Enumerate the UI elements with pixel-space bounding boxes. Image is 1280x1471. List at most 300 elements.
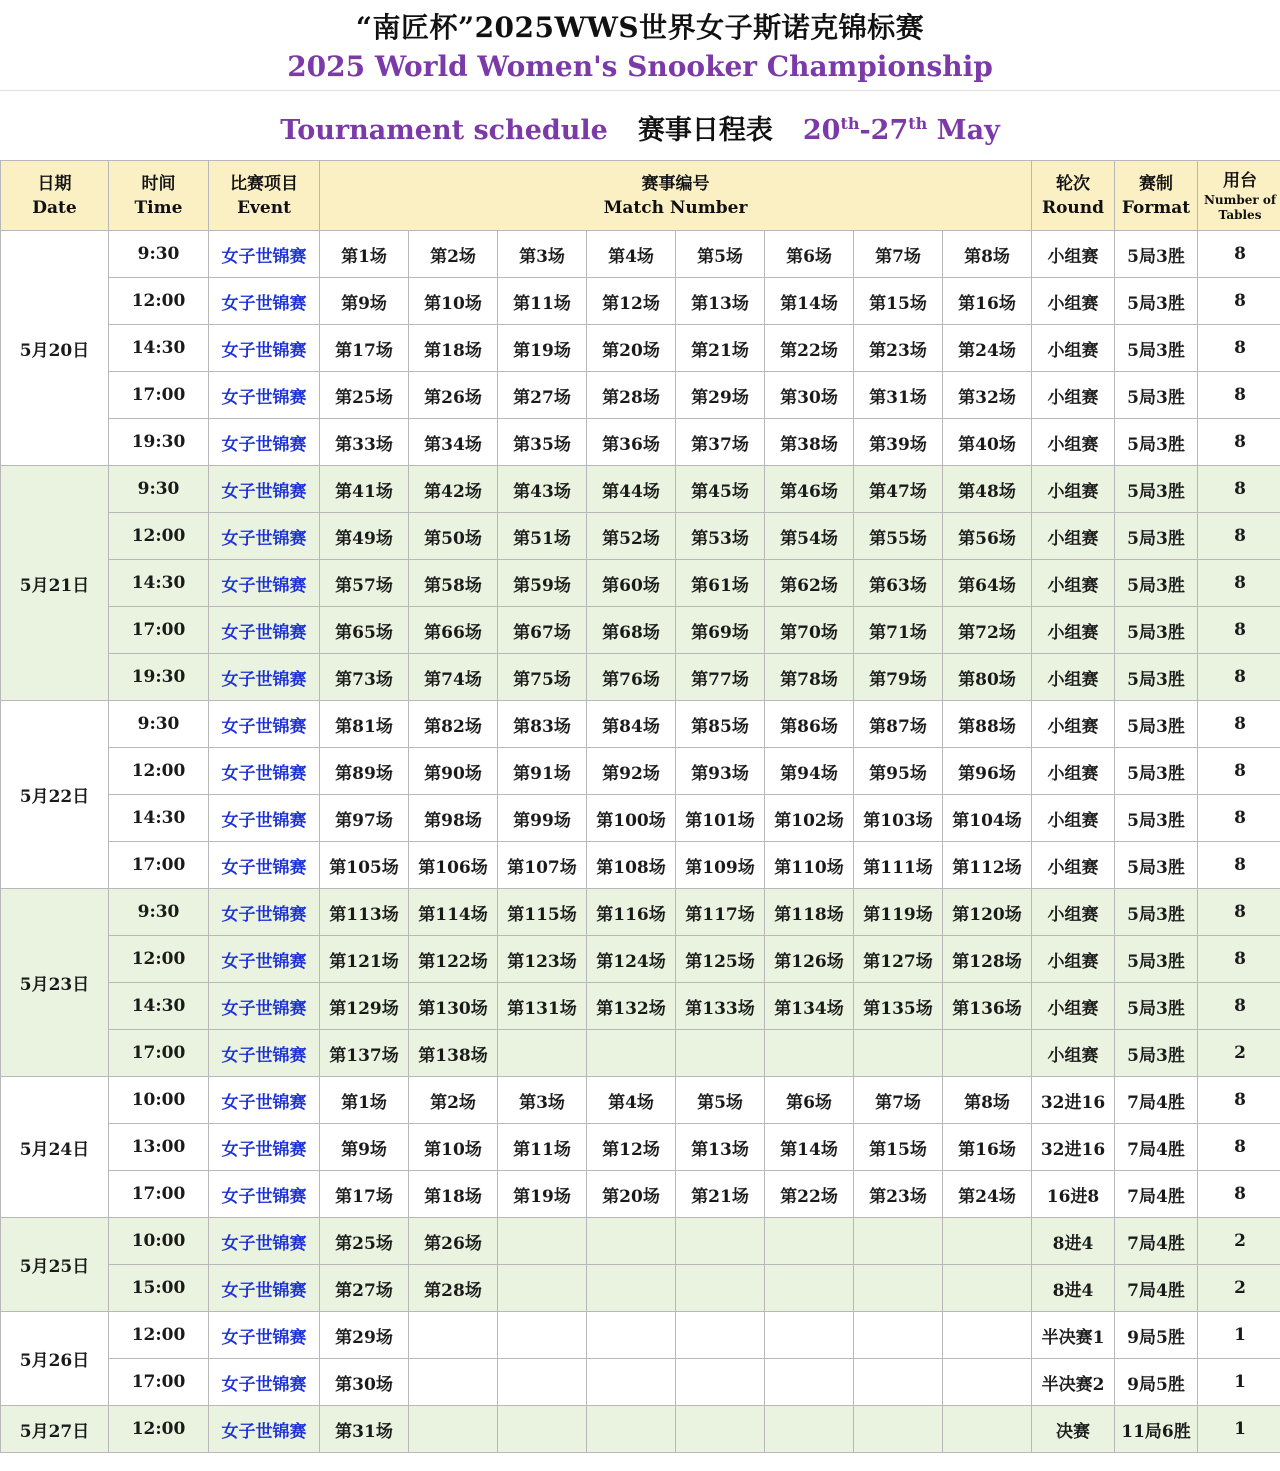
date-cell: 5月25日 xyxy=(1,1218,109,1312)
table-row xyxy=(1,1218,1280,1265)
match-cell: 第122场 xyxy=(409,936,498,983)
match-cell: 第29场 xyxy=(676,372,765,419)
match-cell: 第31场 xyxy=(320,1406,409,1453)
round-cell: 小组赛 xyxy=(1032,983,1115,1030)
match-cell xyxy=(765,1312,854,1359)
match-cell: 第16场 xyxy=(943,278,1032,325)
match-cell: 第116场 xyxy=(587,889,676,936)
format-cell: 5局3胜 xyxy=(1115,513,1198,560)
time-cell: 9:30 xyxy=(109,889,209,936)
match-cell: 第24场 xyxy=(943,1171,1032,1218)
match-cell: 第24场 xyxy=(943,325,1032,372)
match-cell: 第138场 xyxy=(409,1030,498,1077)
match-cell: 第88场 xyxy=(943,701,1032,748)
format-cell: 5局3胜 xyxy=(1115,795,1198,842)
time-cell: 19:30 xyxy=(109,419,209,466)
match-cell: 第73场 xyxy=(320,654,409,701)
match-cell: 第26场 xyxy=(409,1218,498,1265)
match-cell: 第26场 xyxy=(409,372,498,419)
table-header-row xyxy=(1,161,1280,231)
round-cell: 小组赛 xyxy=(1032,231,1115,278)
round-cell: 小组赛 xyxy=(1032,936,1115,983)
match-cell: 第65场 xyxy=(320,607,409,654)
format-cell: 7局4胜 xyxy=(1115,1265,1198,1312)
event-cell: 女子世锦赛 xyxy=(209,795,320,842)
match-cell: 第79场 xyxy=(854,654,943,701)
format-cell: 9局5胜 xyxy=(1115,1359,1198,1406)
tables-cell: 8 xyxy=(1198,466,1280,513)
format-cell: 7局4胜 xyxy=(1115,1171,1198,1218)
match-cell: 第66场 xyxy=(409,607,498,654)
table-row xyxy=(1,748,1280,795)
format-cell: 5局3胜 xyxy=(1115,560,1198,607)
date-range xyxy=(803,115,1000,146)
match-cell: 第136场 xyxy=(943,983,1032,1030)
tables-cell: 8 xyxy=(1198,231,1280,278)
tables-cell: 8 xyxy=(1198,701,1280,748)
match-cell: 第5场 xyxy=(676,231,765,278)
match-cell: 第81场 xyxy=(320,701,409,748)
match-cell: 第119场 xyxy=(854,889,943,936)
format-cell: 5局3胜 xyxy=(1115,419,1198,466)
table-row xyxy=(1,372,1280,419)
match-cell: 第123场 xyxy=(498,936,587,983)
match-cell: 第35场 xyxy=(498,419,587,466)
round-cell: 小组赛 xyxy=(1032,654,1115,701)
format-cell: 5局3胜 xyxy=(1115,372,1198,419)
round-cell: 32进16 xyxy=(1032,1124,1115,1171)
match-cell: 第99场 xyxy=(498,795,587,842)
match-cell: 第82场 xyxy=(409,701,498,748)
event-cell: 女子世锦赛 xyxy=(209,466,320,513)
round-cell: 小组赛 xyxy=(1032,701,1115,748)
format-cell: 5局3胜 xyxy=(1115,701,1198,748)
schedule-body xyxy=(1,231,1280,1453)
match-cell: 第45场 xyxy=(676,466,765,513)
match-cell: 第20场 xyxy=(587,1171,676,1218)
match-cell: 第105场 xyxy=(320,842,409,889)
match-cell xyxy=(498,1359,587,1406)
match-cell: 第28场 xyxy=(587,372,676,419)
tables-cell: 1 xyxy=(1198,1406,1280,1453)
tables-cell: 8 xyxy=(1198,936,1280,983)
date-cell: 5月23日 xyxy=(1,889,109,1077)
match-cell: 第89场 xyxy=(320,748,409,795)
match-cell: 第15场 xyxy=(854,278,943,325)
round-cell: 小组赛 xyxy=(1032,372,1115,419)
tables-cell: 8 xyxy=(1198,560,1280,607)
match-cell: 第29场 xyxy=(320,1312,409,1359)
match-cell: 第137场 xyxy=(320,1030,409,1077)
match-cell: 第40场 xyxy=(943,419,1032,466)
match-cell: 第58场 xyxy=(409,560,498,607)
match-cell: 第17场 xyxy=(320,325,409,372)
match-cell: 第133场 xyxy=(676,983,765,1030)
round-cell: 小组赛 xyxy=(1032,889,1115,936)
tables-cell: 2 xyxy=(1198,1218,1280,1265)
event-cell: 女子世锦赛 xyxy=(209,1171,320,1218)
round-cell: 32进16 xyxy=(1032,1077,1115,1124)
match-cell xyxy=(765,1218,854,1265)
match-cell: 第127场 xyxy=(854,936,943,983)
tables-cell: 2 xyxy=(1198,1030,1280,1077)
tables-cell: 8 xyxy=(1198,1171,1280,1218)
table-row xyxy=(1,1265,1280,1312)
match-cell: 第34场 xyxy=(409,419,498,466)
match-cell xyxy=(765,1406,854,1453)
schedule-table xyxy=(0,160,1280,1453)
event-cell: 女子世锦赛 xyxy=(209,419,320,466)
match-cell: 第69场 xyxy=(676,607,765,654)
match-cell: 第121场 xyxy=(320,936,409,983)
event-cell: 女子世锦赛 xyxy=(209,1077,320,1124)
match-cell: 第68场 xyxy=(587,607,676,654)
match-cell: 第38场 xyxy=(765,419,854,466)
schedule-label-cn: 赛事日程表 xyxy=(637,115,773,146)
tables-cell: 8 xyxy=(1198,795,1280,842)
page-header xyxy=(0,0,1280,161)
format-cell: 5局3胜 xyxy=(1115,983,1198,1030)
match-cell: 第93场 xyxy=(676,748,765,795)
table-row xyxy=(1,513,1280,560)
match-cell: 第30场 xyxy=(320,1359,409,1406)
match-cell: 第39场 xyxy=(854,419,943,466)
match-cell: 第132场 xyxy=(587,983,676,1030)
match-cell: 第113场 xyxy=(320,889,409,936)
event-cell: 女子世锦赛 xyxy=(209,1124,320,1171)
format-cell: 7局4胜 xyxy=(1115,1218,1198,1265)
time-cell: 17:00 xyxy=(109,1030,209,1077)
match-cell xyxy=(587,1406,676,1453)
format-cell: 5局3胜 xyxy=(1115,654,1198,701)
match-cell xyxy=(676,1218,765,1265)
time-cell: 17:00 xyxy=(109,607,209,654)
match-cell: 第112场 xyxy=(943,842,1032,889)
match-cell: 第85场 xyxy=(676,701,765,748)
date-cell: 5月27日 xyxy=(1,1406,109,1453)
format-cell: 5局3胜 xyxy=(1115,231,1198,278)
match-cell: 第92场 xyxy=(587,748,676,795)
table-row xyxy=(1,466,1280,513)
tables-cell: 8 xyxy=(1198,983,1280,1030)
match-cell: 第8场 xyxy=(943,231,1032,278)
match-cell: 第97场 xyxy=(320,795,409,842)
match-cell: 第48场 xyxy=(943,466,1032,513)
match-cell: 第126场 xyxy=(765,936,854,983)
tables-cell: 8 xyxy=(1198,654,1280,701)
date-cell: 5月26日 xyxy=(1,1312,109,1406)
match-cell: 第16场 xyxy=(943,1124,1032,1171)
match-cell: 第25场 xyxy=(320,1218,409,1265)
date-cell: 5月24日 xyxy=(1,1077,109,1218)
page-title-cn: “南匠杯”2025WWS世界女子斯诺克锦标赛 xyxy=(355,11,925,44)
table-row xyxy=(1,1030,1280,1077)
round-cell: 8进4 xyxy=(1032,1265,1115,1312)
match-cell xyxy=(943,1359,1032,1406)
table-row xyxy=(1,1312,1280,1359)
match-cell: 第5场 xyxy=(676,1077,765,1124)
match-cell xyxy=(943,1265,1032,1312)
table-row xyxy=(1,325,1280,372)
match-cell: 第3场 xyxy=(498,231,587,278)
match-cell: 第107场 xyxy=(498,842,587,889)
event-cell: 女子世锦赛 xyxy=(209,936,320,983)
match-cell: 第30场 xyxy=(765,372,854,419)
date-range-end: -27 xyxy=(859,115,909,146)
match-cell: 第33场 xyxy=(320,419,409,466)
table-row xyxy=(1,936,1280,983)
round-cell: 小组赛 xyxy=(1032,419,1115,466)
match-cell: 第71场 xyxy=(854,607,943,654)
match-cell: 第27场 xyxy=(498,372,587,419)
round-cell: 小组赛 xyxy=(1032,607,1115,654)
tables-cell: 8 xyxy=(1198,1124,1280,1171)
match-cell: 第17场 xyxy=(320,1171,409,1218)
tables-cell: 8 xyxy=(1198,1077,1280,1124)
match-cell: 第62场 xyxy=(765,560,854,607)
round-cell: 半决赛2 xyxy=(1032,1359,1115,1406)
match-cell: 第128场 xyxy=(943,936,1032,983)
match-cell: 第111场 xyxy=(854,842,943,889)
col-header-format: 赛制 Format xyxy=(1115,161,1198,231)
round-cell: 小组赛 xyxy=(1032,466,1115,513)
time-cell: 17:00 xyxy=(109,1359,209,1406)
match-cell: 第19场 xyxy=(498,1171,587,1218)
match-cell: 第118场 xyxy=(765,889,854,936)
event-cell: 女子世锦赛 xyxy=(209,1406,320,1453)
event-cell: 女子世锦赛 xyxy=(209,1312,320,1359)
table-row xyxy=(1,1359,1280,1406)
format-cell: 5局3胜 xyxy=(1115,466,1198,513)
match-cell xyxy=(943,1312,1032,1359)
tables-cell: 1 xyxy=(1198,1359,1280,1406)
match-cell xyxy=(765,1359,854,1406)
table-row xyxy=(1,889,1280,936)
format-cell: 5局3胜 xyxy=(1115,842,1198,889)
match-cell: 第15场 xyxy=(854,1124,943,1171)
time-cell: 12:00 xyxy=(109,1406,209,1453)
match-cell: 第74场 xyxy=(409,654,498,701)
format-cell: 5局3胜 xyxy=(1115,325,1198,372)
match-cell: 第102场 xyxy=(765,795,854,842)
match-cell: 第47场 xyxy=(854,466,943,513)
table-row xyxy=(1,1124,1280,1171)
match-cell: 第31场 xyxy=(854,372,943,419)
match-cell xyxy=(498,1030,587,1077)
match-cell: 第2场 xyxy=(409,231,498,278)
table-row xyxy=(1,842,1280,889)
match-cell: 第12场 xyxy=(587,278,676,325)
match-cell: 第98场 xyxy=(409,795,498,842)
match-cell: 第56场 xyxy=(943,513,1032,560)
event-cell: 女子世锦赛 xyxy=(209,701,320,748)
table-row xyxy=(1,278,1280,325)
date-cell: 5月22日 xyxy=(1,701,109,889)
round-cell: 小组赛 xyxy=(1032,560,1115,607)
table-row xyxy=(1,795,1280,842)
match-cell xyxy=(409,1406,498,1453)
match-cell: 第61场 xyxy=(676,560,765,607)
event-cell: 女子世锦赛 xyxy=(209,1030,320,1077)
match-cell xyxy=(498,1218,587,1265)
match-cell: 第94场 xyxy=(765,748,854,795)
match-cell: 第23场 xyxy=(854,325,943,372)
match-cell xyxy=(498,1265,587,1312)
match-cell: 第55场 xyxy=(854,513,943,560)
time-cell: 17:00 xyxy=(109,1171,209,1218)
match-cell xyxy=(498,1406,587,1453)
match-cell: 第13场 xyxy=(676,1124,765,1171)
match-cell: 第11场 xyxy=(498,1124,587,1171)
match-cell xyxy=(943,1406,1032,1453)
event-cell: 女子世锦赛 xyxy=(209,889,320,936)
match-cell: 第6场 xyxy=(765,231,854,278)
tables-cell: 8 xyxy=(1198,607,1280,654)
tables-cell: 8 xyxy=(1198,278,1280,325)
event-cell: 女子世锦赛 xyxy=(209,372,320,419)
match-cell: 第52场 xyxy=(587,513,676,560)
format-cell: 5局3胜 xyxy=(1115,936,1198,983)
match-cell xyxy=(409,1359,498,1406)
match-cell: 第18场 xyxy=(409,1171,498,1218)
match-cell: 第91场 xyxy=(498,748,587,795)
match-cell: 第43场 xyxy=(498,466,587,513)
match-cell: 第120场 xyxy=(943,889,1032,936)
match-cell: 第124场 xyxy=(587,936,676,983)
match-cell xyxy=(676,1030,765,1077)
match-cell xyxy=(587,1265,676,1312)
match-cell xyxy=(587,1359,676,1406)
event-cell: 女子世锦赛 xyxy=(209,654,320,701)
match-cell: 第100场 xyxy=(587,795,676,842)
match-cell: 第44场 xyxy=(587,466,676,513)
match-cell xyxy=(676,1406,765,1453)
format-cell: 5局3胜 xyxy=(1115,748,1198,795)
table-row xyxy=(1,560,1280,607)
table-row xyxy=(1,231,1280,278)
event-cell: 女子世锦赛 xyxy=(209,607,320,654)
match-cell: 第51场 xyxy=(498,513,587,560)
date-cell: 5月21日 xyxy=(1,466,109,701)
match-cell: 第21场 xyxy=(676,325,765,372)
match-cell: 第104场 xyxy=(943,795,1032,842)
date-cell: 5月20日 xyxy=(1,231,109,466)
round-cell: 小组赛 xyxy=(1032,1030,1115,1077)
header-divider xyxy=(0,90,1280,91)
time-cell: 12:00 xyxy=(109,936,209,983)
match-cell: 第21场 xyxy=(676,1171,765,1218)
match-cell: 第10场 xyxy=(409,278,498,325)
format-cell: 7局4胜 xyxy=(1115,1124,1198,1171)
date-range-start: 20 xyxy=(802,115,841,146)
event-cell: 女子世锦赛 xyxy=(209,842,320,889)
match-cell: 第12场 xyxy=(587,1124,676,1171)
match-cell: 第135场 xyxy=(854,983,943,1030)
format-cell: 5局3胜 xyxy=(1115,607,1198,654)
match-cell: 第10场 xyxy=(409,1124,498,1171)
match-cell: 第46场 xyxy=(765,466,854,513)
match-cell xyxy=(854,1030,943,1077)
round-cell: 小组赛 xyxy=(1032,795,1115,842)
match-cell: 第6场 xyxy=(765,1077,854,1124)
table-row xyxy=(1,419,1280,466)
match-cell: 第76场 xyxy=(587,654,676,701)
time-cell: 9:30 xyxy=(109,231,209,278)
match-cell: 第108场 xyxy=(587,842,676,889)
match-cell: 第75场 xyxy=(498,654,587,701)
time-cell: 14:30 xyxy=(109,795,209,842)
time-cell: 12:00 xyxy=(109,748,209,795)
match-cell: 第103场 xyxy=(854,795,943,842)
match-cell: 第27场 xyxy=(320,1265,409,1312)
time-cell: 17:00 xyxy=(109,842,209,889)
time-cell: 14:30 xyxy=(109,560,209,607)
tables-cell: 8 xyxy=(1198,513,1280,560)
match-cell: 第2场 xyxy=(409,1077,498,1124)
match-cell: 第101场 xyxy=(676,795,765,842)
match-cell: 第7场 xyxy=(854,231,943,278)
date-range-sup-end: th xyxy=(908,114,928,133)
table-row xyxy=(1,701,1280,748)
match-cell: 第106场 xyxy=(409,842,498,889)
time-cell: 9:30 xyxy=(109,701,209,748)
match-cell xyxy=(765,1265,854,1312)
match-cell: 第14场 xyxy=(765,278,854,325)
col-header-tables: 用台 Number of Tables xyxy=(1198,161,1280,231)
time-cell: 17:00 xyxy=(109,372,209,419)
match-cell: 第42场 xyxy=(409,466,498,513)
event-cell: 女子世锦赛 xyxy=(209,1359,320,1406)
match-cell: 第25场 xyxy=(320,372,409,419)
time-cell: 19:30 xyxy=(109,654,209,701)
match-cell: 第23场 xyxy=(854,1171,943,1218)
round-cell: 决赛 xyxy=(1032,1406,1115,1453)
match-cell xyxy=(854,1218,943,1265)
event-cell: 女子世锦赛 xyxy=(209,231,320,278)
event-cell: 女子世锦赛 xyxy=(209,983,320,1030)
match-cell: 第4场 xyxy=(587,1077,676,1124)
table-row xyxy=(1,1406,1280,1453)
event-cell: 女子世锦赛 xyxy=(209,1218,320,1265)
round-cell: 小组赛 xyxy=(1032,325,1115,372)
match-cell: 第63场 xyxy=(854,560,943,607)
format-cell: 9局5胜 xyxy=(1115,1312,1198,1359)
match-cell: 第9场 xyxy=(320,1124,409,1171)
match-cell: 第131场 xyxy=(498,983,587,1030)
round-cell: 小组赛 xyxy=(1032,513,1115,560)
match-cell: 第114场 xyxy=(409,889,498,936)
match-cell: 第28场 xyxy=(409,1265,498,1312)
match-cell: 第9场 xyxy=(320,278,409,325)
table-row xyxy=(1,1171,1280,1218)
table-row xyxy=(1,654,1280,701)
date-range-sup-start: th xyxy=(840,114,860,133)
match-cell: 第110场 xyxy=(765,842,854,889)
match-cell: 第95场 xyxy=(854,748,943,795)
format-cell: 5局3胜 xyxy=(1115,889,1198,936)
match-cell: 第49场 xyxy=(320,513,409,560)
match-cell xyxy=(587,1312,676,1359)
match-cell: 第87场 xyxy=(854,701,943,748)
format-cell: 11局6胜 xyxy=(1115,1406,1198,1453)
match-cell: 第4场 xyxy=(587,231,676,278)
col-header-date: 日期 Date xyxy=(1,161,109,231)
match-cell xyxy=(854,1359,943,1406)
match-cell: 第109场 xyxy=(676,842,765,889)
match-cell: 第117场 xyxy=(676,889,765,936)
match-cell: 第20场 xyxy=(587,325,676,372)
match-cell: 第7场 xyxy=(854,1077,943,1124)
